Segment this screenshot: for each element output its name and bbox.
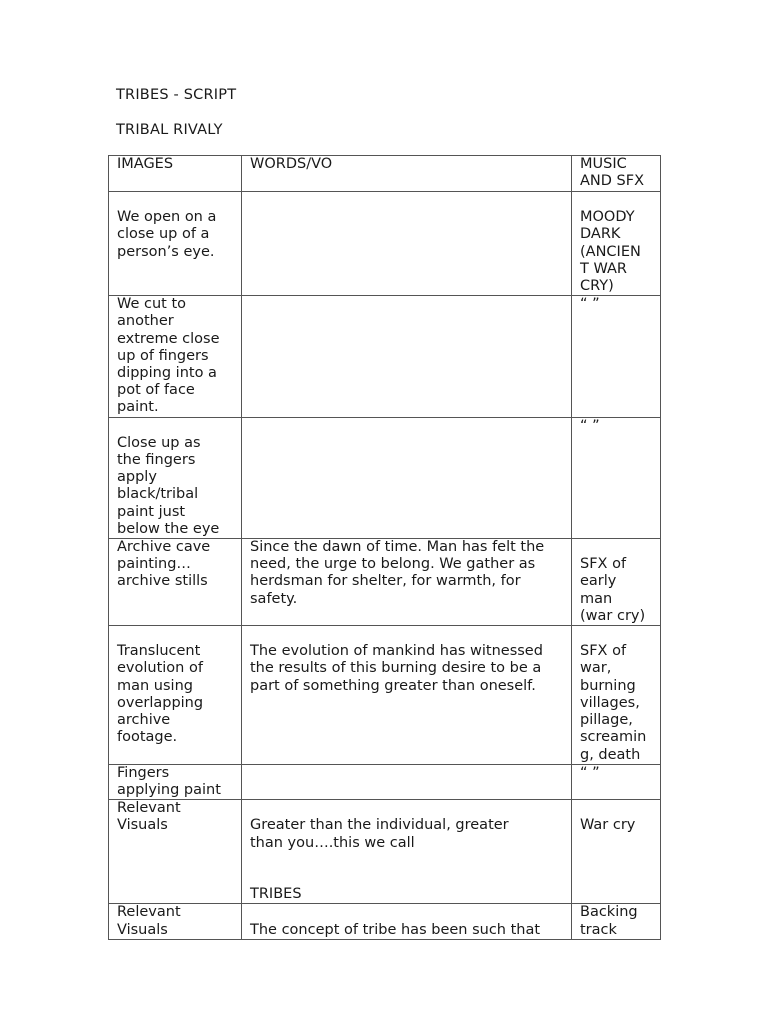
images-cell: We cut to another extreme close up of fingers dipping into a pot of face paint. <box>109 296 242 417</box>
table-row <box>109 296 661 417</box>
words-cell: The concept of tribe has been such that <box>242 904 572 939</box>
images-cell: Archive cave painting… archive stills <box>109 539 242 626</box>
table-row <box>109 417 661 538</box>
words-cell <box>242 296 572 417</box>
music-cell: MOODY DARK (ANCIEN T WAR CRY) <box>572 192 661 296</box>
images-cell: Relevant Visuals <box>109 904 242 939</box>
document-title: TRIBES - SCRIPT <box>116 87 237 103</box>
words-cell: Since the dawn of time. Man has felt the need, the urge to belong. We gather as herdsman for shelter, for warmth, for safety. <box>242 539 572 626</box>
images-cell: Relevant Visuals <box>109 800 242 904</box>
document-subtitle: TRIBAL RIVALY <box>116 122 223 138</box>
words-cell <box>242 764 572 799</box>
images-cell: Fingers applying paint <box>109 764 242 799</box>
table-row <box>109 800 661 904</box>
table-row <box>109 764 661 799</box>
table-row <box>109 539 661 626</box>
music-cell: “ ” <box>572 417 661 538</box>
header-music: MUSIC AND SFX <box>572 156 661 192</box>
music-cell: “ ” <box>572 296 661 417</box>
images-cell: Translucent evolution of man using overlapping archive footage. <box>109 626 242 765</box>
words-cell: The evolution of mankind has witnessed the results of this burning desire to be a part of something greater than oneself. <box>242 626 572 765</box>
table-row <box>109 626 661 765</box>
script-table <box>108 155 661 940</box>
words-cell <box>242 417 572 538</box>
images-cell: We open on a close up of a person’s eye. <box>109 192 242 296</box>
table-row <box>109 904 661 939</box>
header-images: IMAGES <box>109 156 242 192</box>
words-cell <box>242 192 572 296</box>
music-cell: SFX of early man (war cry) <box>572 539 661 626</box>
music-cell: Backing track <box>572 904 661 939</box>
table-row <box>109 192 661 296</box>
music-cell: SFX of war, burning villages, pillage, screamin g, death <box>572 626 661 765</box>
music-cell: “ ” <box>572 764 661 799</box>
table-header-row <box>109 156 661 192</box>
music-cell: War cry <box>572 800 661 904</box>
header-words: WORDS/VO <box>242 156 572 192</box>
words-cell: Greater than the individual, greater than you….this we call TRIBES <box>242 800 572 904</box>
images-cell: Close up as the fingers apply black/tribal paint just below the eye <box>109 417 242 538</box>
